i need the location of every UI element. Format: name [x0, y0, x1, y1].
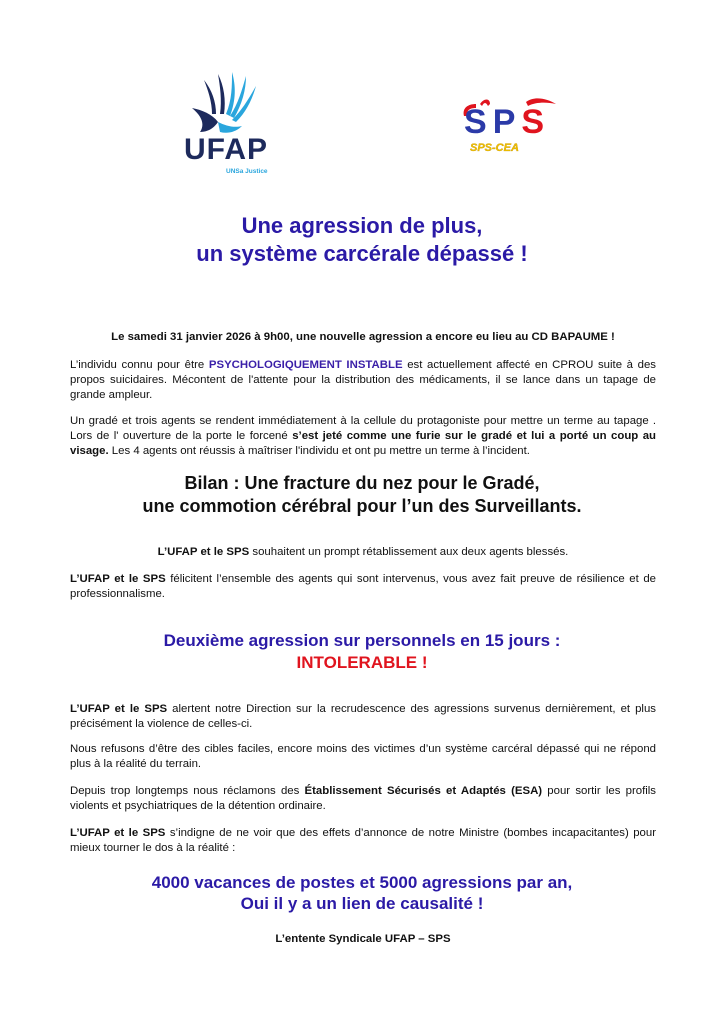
para7-after: pour sortir les profils violents et psychiatriques de la détention ordinaire. — [70, 785, 656, 812]
bilan-line2: une commotion cérébral pour l’un des Surveillants. — [142, 496, 582, 516]
bilan-line1: Bilan : Une fracture du nez pour le Gradé, — [184, 473, 540, 493]
sps-letter-s1: S — [464, 103, 487, 141]
signature: L’entente Syndicale UFAP – SPS — [275, 933, 451, 945]
closing-heading-line1: 4000 vacances de postes et 5000 agressions par an, — [151, 873, 573, 892]
paragraph-individual — [70, 358, 656, 403]
paragraph-alert — [70, 702, 656, 732]
para4-bold: L’UFAP et le SPS — [70, 573, 166, 585]
para7-before: Depuis trop longtemps nous réclamons des — [70, 785, 305, 797]
page-title-line1: Une agression de plus, — [241, 213, 483, 238]
para5-text: alertent notre Direction sur la recrudescence des agressions survenus dernièrement, et plus précisément la violence de celles-ci. — [70, 703, 656, 730]
para3-bold: L’UFAP et le SPS — [157, 546, 250, 558]
para1-before: L’individu connu pour être — [70, 359, 209, 371]
ufap-name: UFAP — [184, 133, 269, 166]
para2-after: Les 4 agents ont réussis à maîtriser l'individu et ont pu mettre un terme à l’incident. — [108, 445, 530, 457]
para8-bold: L’UFAP et le SPS — [70, 827, 166, 839]
para2-bold: s’est jeté comme une furie sur le gradé et lui a porté un coup au visage. — [70, 430, 656, 457]
para3-text: souhaitent un prompt rétablissement aux deux agents blessés. — [249, 546, 569, 558]
paragraph-wishes — [70, 545, 656, 560]
closing-heading-line2: Oui il y a un lien de causalité ! — [240, 894, 484, 913]
para2-before: Un gradé et trois agents se rendent immédiatement à la cellule du protagoniste pour mettre un terme au tapage . Lors de l' ouverture de la porte le forcené — [70, 415, 656, 442]
second-heading-line1: Deuxième agression sur personnels en 15 jours : — [163, 631, 561, 650]
sps-subtitle: SPS-CEA — [470, 142, 519, 154]
sps-letter-s2: S — [521, 103, 545, 141]
para5-bold: L’UFAP et le SPS — [70, 703, 168, 715]
paragraph-minister — [70, 826, 656, 856]
paragraph-refusal: Nous refusons d’être des cibles faciles, encore moins des victimes d’un système carcéral dépassé qui ne répond plus à la réalité du terrain. — [70, 743, 656, 770]
second-heading-line2: INTOLERABLE ! — [296, 653, 428, 672]
intro-sentence: Le samedi 31 janvier 2026 à 9h00, une nouvelle agression a encore eu lieu au CD BAPAUME ! — [111, 331, 615, 343]
page-title-line2: un système carcérale dépassé ! — [196, 241, 528, 266]
ufap-subtitle: UNSa Justice — [226, 168, 268, 175]
para8-text: s’indigne de ne voir que des effets d’annonce de notre Ministre (bombes incapacitantes) pour mieux tourner le dos à la réalité : — [70, 827, 656, 854]
paragraph-esa — [70, 784, 656, 814]
sps-logo — [460, 96, 560, 162]
sps-letter-p: P — [492, 103, 516, 141]
para1-after: est actuellement affecté en CPROU suite à des propos suicidaires. Mécontent de l'attente pour la distribution des médicaments, il se lance dans un tapage de grande ampleur. — [70, 359, 657, 401]
para7-bold: Établissement Sécurisés et Adaptés (ESA) — [304, 785, 543, 797]
para4-text: félicitent l’ensemble des agents qui sont intervenus, vous avez fait preuve de résilience et de professionnalisme. — [70, 573, 656, 600]
para1-highlight: PSYCHOLOGIQUEMENT INSTABLE — [208, 359, 403, 371]
paragraph-incident — [70, 414, 656, 459]
ufap-logo — [182, 70, 282, 180]
paragraph-congrats — [70, 572, 656, 602]
